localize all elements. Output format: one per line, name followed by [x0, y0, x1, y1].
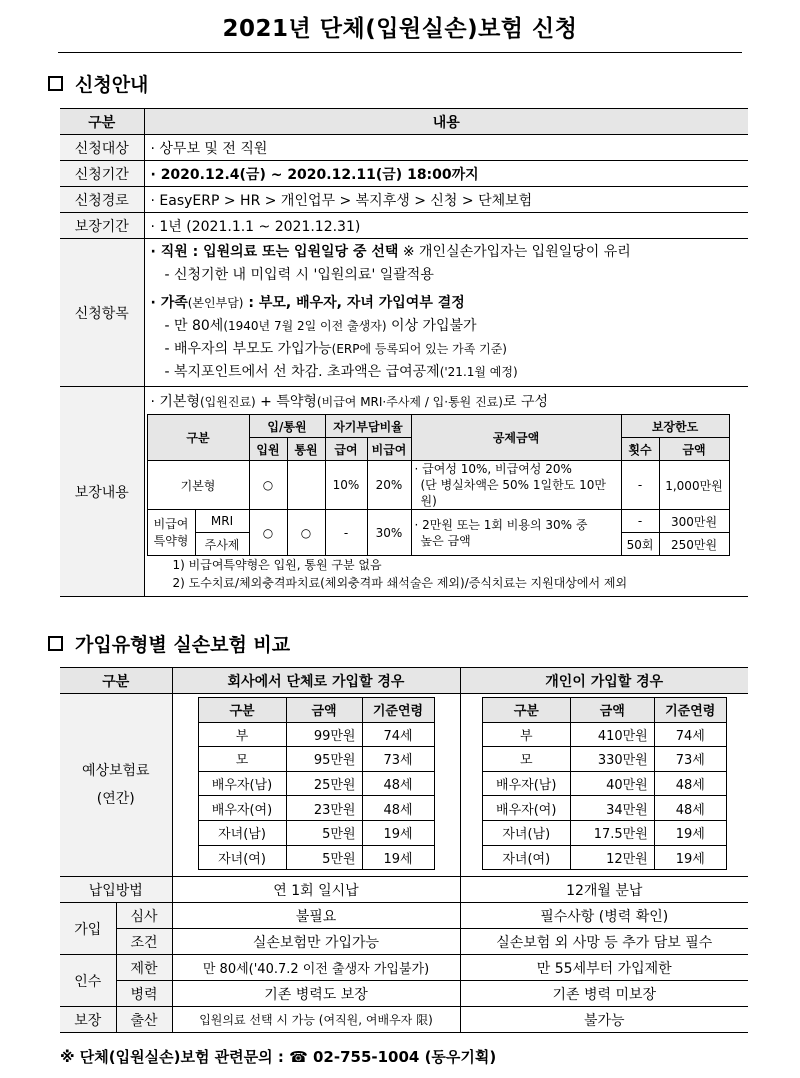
intro-note: (입원진료) — [199, 395, 256, 409]
takeover-history-group: 기존 병력도 보장 — [172, 981, 460, 1007]
prem-header-type: 구분 — [198, 698, 286, 723]
prem-age: 74세 — [362, 722, 434, 747]
prem-header-amount: 금액 — [570, 698, 654, 723]
prem-amount: 12만원 — [570, 845, 654, 870]
header-category: 구분 — [60, 668, 172, 694]
row-coverage-period — [60, 213, 748, 239]
premium-label-line1: 예상보험료 — [81, 763, 150, 780]
row-join-condition — [60, 929, 748, 955]
prem-age: 73세 — [654, 747, 726, 772]
table-row — [482, 722, 726, 747]
section-heading-text: 가입유형별 실손보험 비교 — [75, 634, 291, 656]
row-value-items — [144, 239, 748, 387]
header-content: 내용 — [144, 109, 748, 135]
row-label: 신청항목 — [60, 239, 144, 387]
row-label: 보장기간 — [60, 213, 144, 239]
row-route — [60, 187, 748, 213]
cov-header-covered: 급여 — [325, 438, 367, 461]
join-review-group: 불필요 — [172, 903, 460, 929]
cov-header-deduct: 공제금액 — [411, 415, 621, 461]
prem-age: 19세 — [362, 845, 434, 870]
prem-amount: 99만원 — [286, 722, 362, 747]
individual-premium-cell — [460, 694, 748, 877]
prem-age: 19세 — [654, 845, 726, 870]
square-bullet-icon — [48, 636, 63, 651]
premium-label — [60, 694, 172, 877]
basic-out — [287, 461, 325, 510]
family-sub-line-1 — [151, 315, 743, 338]
coverage-birth-group: 입원의료 선택 시 가능 (여직원, 여배우자 限) — [172, 1007, 460, 1033]
table-row — [198, 820, 434, 845]
staff-note: ※ 개인실손가입자는 입원일당이 유리 — [398, 244, 631, 260]
table-row — [482, 820, 726, 845]
row-payment — [60, 877, 748, 903]
rider-in: ○ — [249, 510, 287, 556]
rider-mri-amount: 300만원 — [659, 510, 729, 533]
application-guide-table — [60, 108, 748, 597]
row-takeover-history — [60, 981, 748, 1007]
prem-age: 48세 — [362, 771, 434, 796]
prem-amount: 330만원 — [570, 747, 654, 772]
row-value: · 2020.12.4(금) ~ 2020.12.11(금) 18:00까지 — [144, 161, 748, 187]
family-sub-note: ('21.1월 예정) — [439, 365, 518, 379]
coverage-birth-label: 출산 — [116, 1007, 172, 1033]
table-row — [198, 722, 434, 747]
row-coverage — [60, 387, 748, 597]
takeover-history-label: 병력 — [116, 981, 172, 1007]
family-sub-line-2 — [151, 338, 743, 361]
prem-amount: 40만원 — [570, 771, 654, 796]
row-value: · EasyERP > HR > 개인업무 > 복지후생 > 신청 > 단체보험 — [144, 187, 748, 213]
family-sub-text: - 만 80세 — [164, 318, 224, 334]
basic-in: ○ — [249, 461, 287, 510]
staff-line — [151, 241, 743, 264]
takeover-label: 인수 — [60, 955, 116, 1007]
prem-header-amount: 금액 — [286, 698, 362, 723]
table-row-rider-mri — [147, 510, 729, 533]
prem-type: 자녀(여) — [198, 845, 286, 870]
prem-amount: 5만원 — [286, 820, 362, 845]
basic-amount: 1,000만원 — [659, 461, 729, 510]
row-value: · 1년 (2021.1.1 ~ 2021.12.31) — [144, 213, 748, 239]
prem-age: 48세 — [362, 796, 434, 821]
footer-phone: 02-755-1004 (동우기획) — [307, 1048, 497, 1066]
payment-individual: 12개월 분납 — [460, 877, 748, 903]
coverage-note-1: 1) 비급여특약형은 입원, 통원 구분 없음 — [172, 558, 382, 572]
cov-header-copay: 자기부담비율 — [325, 415, 411, 438]
prem-type: 배우자(남) — [482, 771, 570, 796]
payment-label: 납입방법 — [60, 877, 172, 903]
rider-mri: MRI — [195, 510, 249, 533]
rider-injection-count: 50회 — [621, 533, 659, 556]
cov-header-type: 구분 — [147, 415, 249, 461]
table-header-row — [60, 668, 748, 694]
intro-note: (비급여 MRI·주사제 / 입·통원 진료) — [316, 395, 503, 409]
cov-header-count: 횟수 — [621, 438, 659, 461]
prem-amount: 17.5만원 — [570, 820, 654, 845]
section-heading-comparison — [48, 630, 290, 657]
row-join-review — [60, 903, 748, 929]
phone-icon: ☎ — [289, 1048, 308, 1066]
family-sub-text: 이상 가입불가 — [386, 318, 477, 334]
table-row — [198, 845, 434, 870]
prem-type: 자녀(남) — [482, 820, 570, 845]
intro-text: 로 구성 — [502, 394, 548, 410]
rider-name — [147, 510, 195, 556]
coverage-birth-individual: 불가능 — [460, 1007, 748, 1033]
section-heading-application-guide — [48, 70, 148, 97]
prem-age: 19세 — [654, 820, 726, 845]
rider-deduct-line2: 높은 금액 — [420, 533, 471, 548]
table-row — [482, 845, 726, 870]
table-row — [482, 771, 726, 796]
prem-age: 19세 — [362, 820, 434, 845]
group-premium-cell — [172, 694, 460, 877]
join-review-label: 심사 — [116, 903, 172, 929]
prem-amount: 410만원 — [570, 722, 654, 747]
table-row-basic — [147, 461, 729, 510]
join-condition-group: 실손보험만 가입가능 — [172, 929, 460, 955]
family-line — [151, 292, 743, 315]
header-category: 구분 — [60, 109, 144, 135]
coverage-label: 보장 — [60, 1007, 116, 1033]
basic-deduct-line2: (단 병실차액은 50% 1일한도 10만원) — [420, 478, 606, 508]
prem-age: 48세 — [654, 796, 726, 821]
rider-out: ○ — [287, 510, 325, 556]
prem-amount: 95만원 — [286, 747, 362, 772]
family-heading-rest: : 부모, 배우자, 자녀 가입여부 결정 — [243, 295, 465, 311]
row-label: 신청경로 — [60, 187, 144, 213]
premium-label-line2: (연간) — [96, 791, 135, 808]
row-premium — [60, 694, 748, 877]
header-individual: 개인이 가입할 경우 — [460, 668, 748, 694]
rider-covered: - — [325, 510, 367, 556]
rider-deduct — [411, 510, 621, 556]
prem-type: 배우자(남) — [198, 771, 286, 796]
individual-premium-table — [482, 697, 727, 870]
rider-name-line1: 비급여 — [153, 516, 189, 531]
group-premium-table — [198, 697, 435, 870]
intro-text: + 특약형 — [255, 394, 317, 410]
cov-header-amount: 금액 — [659, 438, 729, 461]
table-row — [198, 747, 434, 772]
basic-covered: 10% — [325, 461, 367, 510]
row-label: 신청대상 — [60, 135, 144, 161]
header-group: 회사에서 단체로 가입할 경우 — [172, 668, 460, 694]
prem-type: 부 — [198, 722, 286, 747]
staff-heading: · 직원 : 입원의료 또는 입원일당 중 선택 — [150, 244, 399, 260]
prem-type: 부 — [482, 722, 570, 747]
takeover-limit-individual: 만 55세부터 가입제한 — [460, 955, 748, 981]
prem-age: 73세 — [362, 747, 434, 772]
row-items — [60, 239, 748, 387]
prem-type: 배우자(여) — [482, 796, 570, 821]
join-condition-label: 조건 — [116, 929, 172, 955]
family-sub-line-3 — [151, 361, 743, 384]
row-target — [60, 135, 748, 161]
takeover-limit-group: 만 80세('40.7.2 이전 출생자 가입불가) — [172, 955, 460, 981]
row-takeover-limit — [60, 955, 748, 981]
table-row — [482, 747, 726, 772]
coverage-note-2: 2) 도수치료/체외충격파치료(체외충격파 쇄석술은 제외)/증식치료는 지원대상에서 제외 — [172, 576, 628, 590]
prem-age: 74세 — [654, 722, 726, 747]
basic-name: 기본형 — [147, 461, 249, 510]
page-title: 2021년 단체(입원실손)보험 신청 — [222, 16, 578, 42]
prem-amount: 23만원 — [286, 796, 362, 821]
row-period — [60, 161, 748, 187]
cov-header-inout: 입/통원 — [249, 415, 325, 438]
family-heading-note: (본인부담) — [187, 296, 244, 310]
basic-count: - — [621, 461, 659, 510]
prem-age: 48세 — [654, 771, 726, 796]
prem-header-age: 기준연령 — [654, 698, 726, 723]
prem-amount: 25만원 — [286, 771, 362, 796]
family-sub-note: (1940년 7월 2일 이전 출생자) — [223, 319, 387, 333]
rider-name-line2: 특약형 — [153, 533, 189, 548]
table-row — [482, 796, 726, 821]
title-divider — [58, 52, 742, 53]
table-header-row — [60, 109, 748, 135]
table-row — [198, 796, 434, 821]
coverage-detail-table — [147, 414, 730, 556]
prem-type: 모 — [482, 747, 570, 772]
intro-text: · 기본형 — [150, 394, 200, 410]
square-bullet-icon — [48, 76, 63, 91]
row-label: 보장내용 — [60, 387, 144, 597]
prem-amount: 5만원 — [286, 845, 362, 870]
section-heading-text: 신청안내 — [75, 74, 149, 96]
rider-mri-count: - — [621, 510, 659, 533]
basic-noncovered: 20% — [367, 461, 411, 510]
row-coverage-birth — [60, 1007, 748, 1033]
cov-header-noncovered: 비급여 — [367, 438, 411, 461]
prem-header-age: 기준연령 — [362, 698, 434, 723]
cov-header-out: 통원 — [287, 438, 325, 461]
row-value-coverage — [144, 387, 748, 597]
basic-deduct-line1: · 급여성 10%, 비급여성 20% — [414, 462, 572, 476]
footer-text: ※ 단체(입원실손)보험 관련문의 : — [60, 1048, 290, 1066]
family-sub-note: (ERP에 등록되어 있는 가족 기준) — [331, 342, 507, 356]
contact-footer — [60, 1046, 496, 1067]
join-review-individual: 필수사항 (병력 확인) — [460, 903, 748, 929]
takeover-history-individual: 기존 병력 미보장 — [460, 981, 748, 1007]
rider-injection: 주사제 — [195, 533, 249, 556]
cov-header-in: 입원 — [249, 438, 287, 461]
prem-type: 모 — [198, 747, 286, 772]
family-sub-text: - 배우자의 부모도 가입가능 — [164, 341, 332, 357]
rider-injection-amount: 250만원 — [659, 533, 729, 556]
family-sub-text: - 복지포인트에서 선 차감. 초과액은 급여공제 — [164, 364, 440, 380]
row-value: · 상무보 및 전 직원 — [144, 135, 748, 161]
coverage-intro — [151, 391, 743, 414]
join-condition-individual: 실손보험 외 사망 등 추가 담보 필수 — [460, 929, 748, 955]
rider-noncovered: 30% — [367, 510, 411, 556]
table-row — [198, 771, 434, 796]
join-label: 가입 — [60, 903, 116, 955]
prem-header-type: 구분 — [482, 698, 570, 723]
family-heading: · 가족 — [150, 295, 188, 311]
prem-type: 자녀(여) — [482, 845, 570, 870]
comparison-table — [60, 667, 748, 1033]
prem-type: 배우자(여) — [198, 796, 286, 821]
staff-sub-line: - 신청기한 내 미입력 시 '입원의료' 일괄적용 — [164, 267, 434, 283]
payment-group: 연 1회 일시납 — [172, 877, 460, 903]
prem-type: 자녀(남) — [198, 820, 286, 845]
rider-deduct-line1: · 2만원 또는 1회 비용의 30% 중 — [414, 517, 588, 532]
basic-deduct — [411, 461, 621, 510]
cov-header-limit: 보장한도 — [621, 415, 729, 438]
row-label: 신청기간 — [60, 161, 144, 187]
prem-amount: 34만원 — [570, 796, 654, 821]
takeover-limit-label: 제한 — [116, 955, 172, 981]
